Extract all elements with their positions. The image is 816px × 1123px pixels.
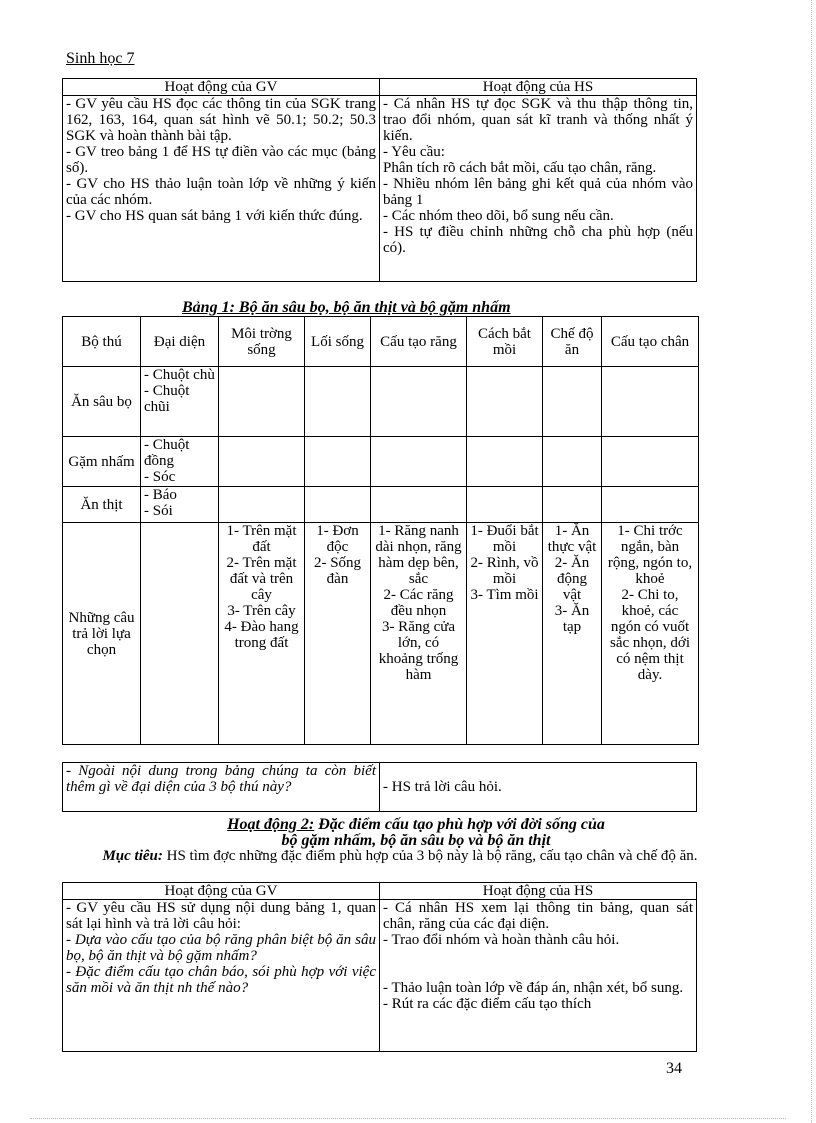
hs-line: - Yêu cầu: [383,144,445,160]
hs-line: - Rút ra các đặc điểm cấu tạo thích [383,996,592,1012]
hs-line: - Cá nhân HS tự đọc SGK và thu thập thông tin, trao đổi nhóm, quan sát kĩ tranh và thống nhất ý kiến. [383,96,693,144]
gv-question: - Ngoài nội dung trong bảng chúng ta còn biết thêm gì về đại diện của 3 bộ thú này? [63,763,380,812]
representative-cell [141,487,219,523]
answer-item: 1- Chi trớc ngắn, bàn rộng, ngón to, khoẻ [607,523,693,587]
hs-line: - Các nhóm theo dõi, bổ sung nếu cần. [383,208,614,224]
header-order: Bộ thú [63,317,141,367]
empty-cell [602,367,699,437]
gv-question: - Đặc điểm cấu tạo chân báo, sói phù hợp với việc săn mồi và ăn thịt nh thế nào? [66,964,376,996]
hs-answer: - HS trả lời câu hỏi. [380,763,697,812]
empty-cell [543,367,602,437]
page-number: 34 [666,1060,682,1077]
order-cell: Ăn thịt [63,487,141,523]
answers-diet [543,523,602,745]
header-teeth: Cấu tạo răng [371,317,467,367]
empty-cell [371,487,467,523]
answer-item: 3- Ăn tạp [554,603,590,635]
hs-activities [380,900,697,1052]
empty-cell [305,437,371,487]
empty-cell [467,367,543,437]
hs-activities [380,96,697,282]
table-row [63,487,699,523]
header-environment: Môi trờng sống [219,317,305,367]
table-row [63,367,699,437]
activity-2-goal [80,848,720,865]
header-lifestyle: Lối sống [305,317,371,367]
answer-item: 1- Đuổi bắt mồi [470,523,539,555]
gv-line: - GV cho HS quan sát bảng 1 với kiến thức đúng. [66,208,363,224]
answers-hunting [467,523,543,745]
answer-item: 2- Trên mặt đất và trên cây [226,555,297,603]
answers-row [63,523,699,745]
empty-cell [141,523,219,745]
hs-line: - Thảo luận toàn lớp về đáp án, nhận xét, bổ sung. [383,980,684,996]
order-cell: Gặm nhấm [63,437,141,487]
activity-2-title [86,816,746,833]
answer-item: 2- Các răng đều nhọn [383,587,454,619]
hs-line: Phân tích rõ cách bắt mồi, cấu tạo chân, răng. [383,160,657,176]
rep-item: - Chuột đồng [144,437,190,469]
rep-item: - Báo [144,487,177,503]
empty-cell [467,437,543,487]
table-row [63,437,699,487]
empty-cell [305,487,371,523]
empty-cell [602,437,699,487]
gv-question: - Dựa vào cấu tạo của bộ răng phân biệt bộ ăn sâu bọ, bộ ăn thịt và bộ gặm nhấm? [66,932,376,964]
col-header-gv: Hoạt động của GV [63,79,380,96]
gv-line: - GV yêu cầu HS đọc các thông tin của SGK trang 162, 163, 164, quan sát hình vẽ 50.1; 50.2; 50.3 SGK và hoàn thành bài tập. [66,96,376,144]
activity-table-top [62,78,697,282]
answer-item: 3- Trên cây [227,603,296,619]
page-border-right [811,0,812,1123]
empty-cell [219,487,305,523]
gv-activities [63,96,380,282]
answer-item: 1- Ăn thực vật [547,523,597,555]
activity-2-label: Hoạt động 2: [227,816,315,833]
page-header: Sinh học 7 [66,50,135,67]
page-border-bottom [30,1118,786,1119]
gv-activities [63,900,380,1052]
col-header-hs: Hoạt động của HS [380,79,697,96]
goal-text: HS tìm đợc những đặc điểm phù hợp của 3 bộ này là bộ răng, cấu tạo chân và chế độ ăn. [166,848,698,864]
empty-cell [219,437,305,487]
answer-item: 2- Chi to, khoẻ, các ngón có vuốt sắc nhọn, dới có nệm thịt dày. [609,587,690,683]
answers-environment [219,523,305,745]
rep-item: - Sói [144,503,173,519]
activity-2-title-text: Đặc điểm cấu tạo phù hợp với đời sống của [318,816,605,833]
answer-item: 3- Tìm mồi [470,587,539,603]
col-header-gv: Hoạt động của GV [63,883,380,900]
representative-cell [141,437,219,487]
empty-cell [602,487,699,523]
question-table [62,762,697,812]
table-caption: Bảng 1: Bộ ăn sâu bọ, bộ ăn thịt và bộ gặm nhấm [182,299,511,316]
answers-teeth [371,523,467,745]
answers-feet [602,523,699,745]
order-cell: Ăn sâu bọ [63,367,141,437]
hs-line: - Trao đổi nhóm và hoàn thành câu hỏi. [383,932,620,948]
answer-item: 1- Trên mặt đất [226,523,297,555]
hs-line: - Nhiều nhóm lên bảng ghi kết quả của nhóm vào bảng 1 [383,176,693,208]
representative-cell [141,367,219,437]
col-header-hs: Hoạt động của HS [380,883,697,900]
goal-label: Mục tiêu: [102,848,163,864]
gv-line: - GV cho HS thảo luận toàn lớp về những ý kiến của các nhóm. [66,176,376,208]
empty-cell [305,367,371,437]
hs-line: - Cá nhân HS xem lại thông tin bảng, quan sát chân, răng của các đại diện. [383,900,693,932]
rep-item: - Sóc [144,469,176,485]
empty-cell [371,437,467,487]
header-representative: Đại diện [141,317,219,367]
answers-lifestyle [305,523,371,745]
answer-item: 1- Răng nanh dài nhọn, răng hàm dẹp bên, sắc [375,523,462,587]
empty-cell [543,487,602,523]
activity-2-title-line2: bộ gặm nhấm, bộ ăn sâu bọ và bộ ăn thịt [281,832,551,849]
table-1 [62,316,699,745]
empty-cell [371,367,467,437]
gv-line: - GV treo bảng 1 để HS tự điền vào các mục (bảng số). [66,144,376,176]
hs-line: - HS tự điều chỉnh những chỗ cha phù hợp (nếu có). [383,224,693,256]
header-diet: Chế độ ăn [543,317,602,367]
gv-line: - GV yêu cầu HS sử dụng nội dung bảng 1, quan sát lại hình và trả lời câu hỏi: [66,900,376,932]
activity-table-bottom [62,882,697,1052]
empty-cell [543,437,602,487]
header-hunting: Cách bắt mồi [467,317,543,367]
answer-item: 2- Sống đàn [313,555,362,587]
rep-item: - Chuột chũi [144,383,190,415]
empty-cell [219,367,305,437]
answers-label: Những câu trả lời lựa chọn [63,523,141,745]
answer-item: 1- Đơn độc [316,523,359,555]
rep-item: - Chuột chù [144,367,215,383]
empty-cell [467,487,543,523]
answer-item: 4- Đào hang trong đất [224,619,299,651]
answer-item: 3- Răng cửa lớn, có khoảng trống hàm [378,619,459,683]
header-feet: Cấu tạo chân [602,317,699,367]
answer-item: 2- Rình, vồ mồi [470,555,539,587]
answer-item: 2- Ăn động vật [554,555,590,603]
